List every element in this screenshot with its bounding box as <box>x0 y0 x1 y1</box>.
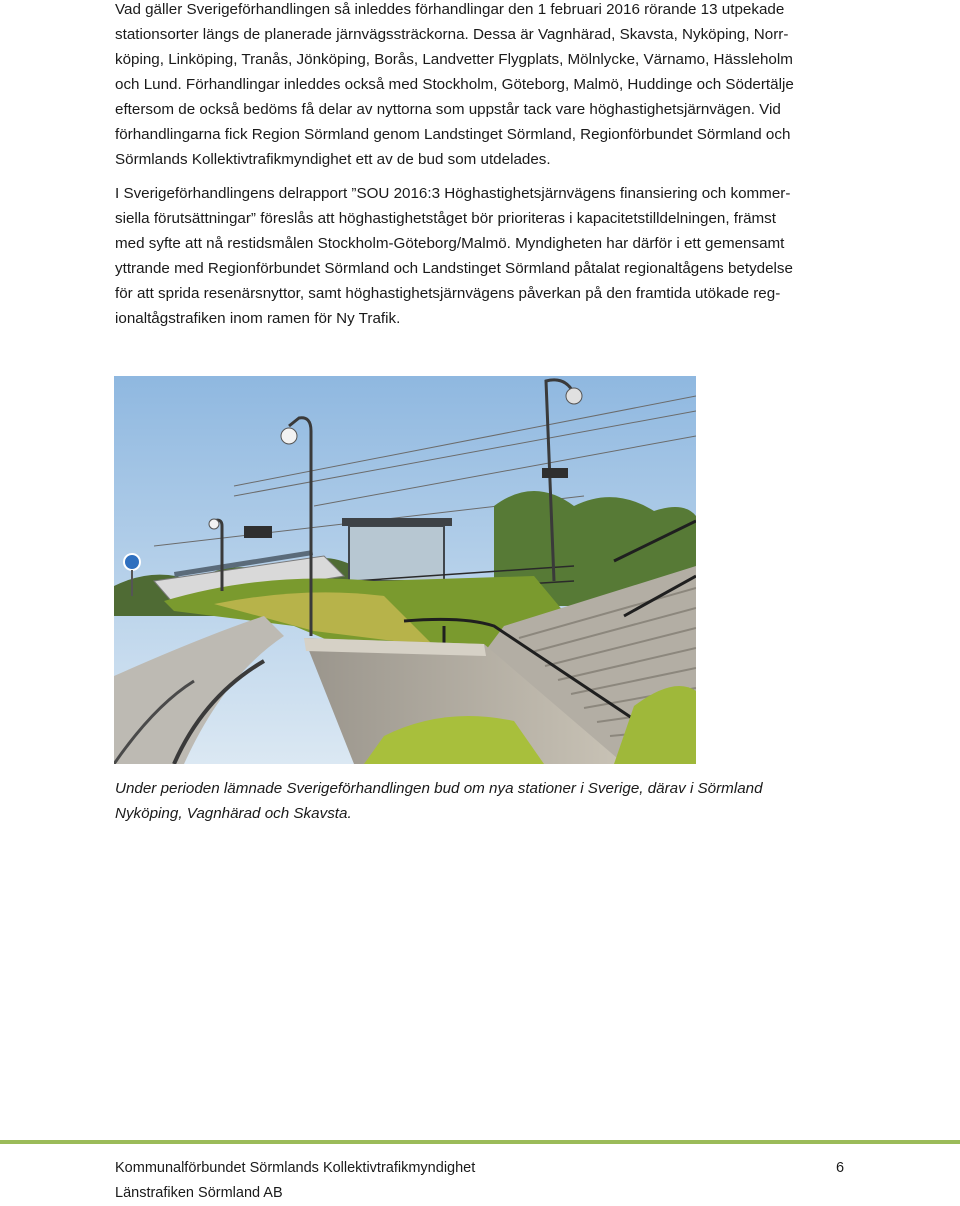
text-line: Vad gäller Sverigeförhandlingen så inleddes förhandlingar den 1 februari 2016 rörande 13 utpekade <box>115 1 785 18</box>
body-paragraph-1 <box>115 0 850 172</box>
text-line: stationsorter längs de planerade järnvägssträckorna. Dessa är Vagnhärad, Skavsta, Nyköping, Norr- <box>115 26 789 43</box>
text-line: I Sverigeförhandlingens delrapport ”SOU 2016:3 Höghastighetsjärnvägens finansiering och kommer- <box>115 185 791 202</box>
caption-line: Under perioden lämnade Sverigeförhandlingen bud om nya stationer i Sverige, därav i Sörmland <box>115 780 763 797</box>
text-line: och Lund. Förhandlingar inleddes också med Stockholm, Göteborg, Malmö, Huddinge och Södertälje <box>115 76 794 93</box>
station-photo <box>114 376 696 764</box>
text-line: köping, Linköping, Tranås, Jönköping, Borås, Landvetter Flygplats, Mölnlycke, Värnamo, Hässleholm <box>115 51 793 68</box>
body-paragraph-2 <box>115 181 850 331</box>
text-line: för att sprida resenärsnyttor, samt höghastighetsjärnvägens påverkan på den framtida utökade reg- <box>115 285 781 302</box>
footer-organization-name: Kommunalförbundet Sörmlands Kollektivtrafikmyndighet <box>115 1160 476 1176</box>
text-line: Sörmlands Kollektivtrafikmyndighet ett av de bud som utdelades. <box>115 151 551 168</box>
footer-organization <box>115 1156 475 1206</box>
caption-line: Nyköping, Vagnhärad och Skavsta. <box>115 805 352 822</box>
page-number: 6 <box>836 1160 845 1176</box>
text-line: siella förutsättningar” föreslås att höghastighetståget bör prioriteras i kapacitetstilldelningen, främst <box>115 210 776 227</box>
footer-divider <box>0 1140 960 1144</box>
figure-caption <box>115 776 850 826</box>
text-line: förhandlingarna fick Region Sörmland genom Landstinget Sörmland, Regionförbundet Sörmland och <box>115 126 791 143</box>
text-line: eftersom de också bedöms få delar av nyttorna som uppstår tack vare höghastighetsjärnvägen. Vid <box>115 101 781 118</box>
text-line: yttrande med Regionförbundet Sörmland och Landstinget Sörmland påtalat regionaltågens betydelse <box>115 260 793 277</box>
text-line: med syfte att nå restidsmålen Stockholm-Göteborg/Malmö. Myndigheten har därför i ett gemensamt <box>115 235 785 252</box>
text-line: ionaltågstrafiken inom ramen för Ny Trafik. <box>115 310 401 327</box>
footer-company-name: Länstrafiken Sörmland AB <box>115 1185 283 1201</box>
